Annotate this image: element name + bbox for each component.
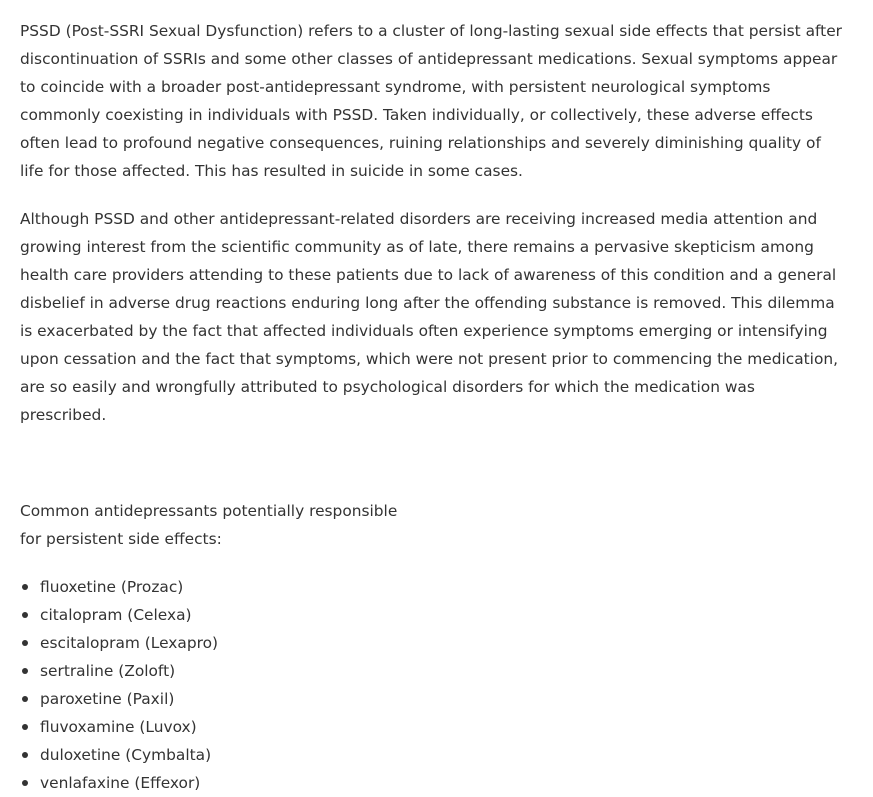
bullet-icon — [22, 780, 28, 786]
drug-name: fluvoxamine (Luvox) — [40, 718, 197, 736]
drug-list — [20, 573, 845, 797]
list-item — [20, 601, 845, 629]
drug-name: paroxetine (Paxil) — [40, 690, 175, 708]
bullet-icon — [22, 668, 28, 674]
bullet-icon — [22, 584, 28, 590]
list-item — [20, 713, 845, 741]
bullet-icon — [22, 724, 28, 730]
list-item — [20, 685, 845, 713]
list-item — [20, 573, 845, 601]
drug-name: fluoxetine (Prozac) — [40, 578, 184, 596]
drug-name: venlafaxine (Effexor) — [40, 774, 201, 792]
drug-name: escitalopram (Lexapro) — [40, 634, 219, 652]
skepticism-paragraph: Although PSSD and other antidepressant-related disorders are receiving increased media attention and growing interest from the scientific community as of late, there remains a pervasive skepticism among health care providers attending to these patients due to lack of awareness of this condition and a general disbelief in adverse drug reactions enduring long after the offending substance is removed. This dilemma is exacerbated by the fact that affected individuals often experience symptoms emerging or intensifying upon cessation and the fact that symptoms, which were not present prior to commencing the medication, are so easily and wrongfully attributed to psychological disorders for which the medication was prescribed. — [20, 210, 839, 424]
list-item — [20, 741, 845, 769]
drug-name: citalopram (Celexa) — [40, 606, 192, 624]
bullet-icon — [22, 696, 28, 702]
drug-name: sertraline (Zoloft) — [40, 662, 176, 680]
list-item — [20, 657, 845, 685]
list-item — [20, 769, 845, 797]
drug-list-intro: Common antidepressants potentially responsible for persistent side effects: — [20, 502, 398, 548]
bullet-icon — [22, 752, 28, 758]
list-item — [20, 629, 845, 657]
bullet-icon — [22, 640, 28, 646]
intro-paragraph: PSSD (Post-SSRI Sexual Dysfunction) refers to a cluster of long-lasting sexual side effects that persist after discontinuation of SSRIs and some other classes of antidepressant medications. Sexual symptoms appear to coincide with a broader post-antidepressant syndrome, with persistent neurological symptoms commonly coexisting in individuals with PSSD. Taken individually, or collectively, these adverse effects often lead to profound negative consequences, ruining relationships and severely diminishing quality of life for those affected. This has resulted in suicide in some cases. — [20, 22, 843, 180]
bullet-icon — [22, 612, 28, 618]
drug-name: duloxetine (Cymbalta) — [40, 746, 212, 764]
